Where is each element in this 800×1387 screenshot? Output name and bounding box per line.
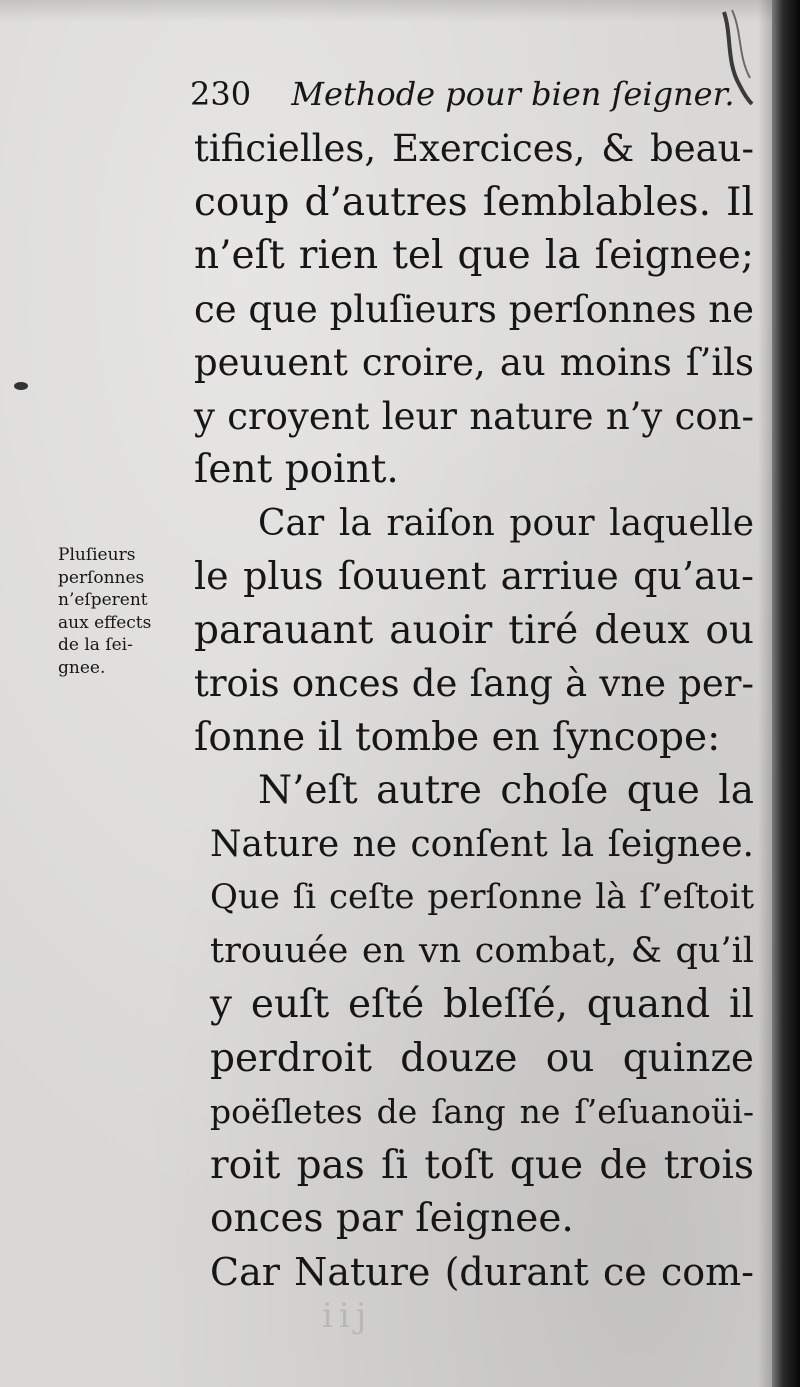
text-line: poëſletes de ſang ne ſ’eſuanoüi- xyxy=(210,1092,754,1131)
page-crease-shadow xyxy=(758,0,772,1387)
page-number: 230 xyxy=(190,75,252,113)
page-top-shadow xyxy=(0,0,800,22)
text-line: peuuent croire, au moins ſ’ils xyxy=(194,341,754,384)
text-line: coup d’autres ſemblables. Il xyxy=(194,179,754,225)
text-line: Que ſi ceſte perſonne là ſ’eſtoit xyxy=(210,877,754,917)
text-line: ſent point. xyxy=(194,447,399,492)
text-line: roit pas ſi toſt que de trois xyxy=(210,1142,754,1188)
margin-note-line: perſonnes xyxy=(58,567,145,588)
margin-note-line: aux effects xyxy=(58,612,152,633)
signature-mark: iij xyxy=(322,1296,373,1336)
body-text xyxy=(194,122,754,1299)
text-line: n’eſt rien tel que la ſeignee; xyxy=(194,233,754,278)
margin-note-line: de la ſei- xyxy=(58,635,133,655)
margin-note xyxy=(58,544,198,679)
text-line: ce que pluſieurs perſonnes ne xyxy=(194,287,754,331)
text-line: trois onces de ſang à vne per- xyxy=(194,662,754,705)
margin-note-line: Pluſieurs xyxy=(58,545,136,565)
margin-note-line: n’eſperent xyxy=(58,590,148,610)
text-line: le plus ſouuent arriue qu’au- xyxy=(194,554,754,598)
running-head xyxy=(190,74,735,114)
running-title: Methode pour bien ſeigner. xyxy=(291,75,735,113)
text-line: perdroit douze ou quinze xyxy=(210,1035,754,1081)
text-line: parauant auoir tiré deux ou xyxy=(194,607,754,653)
margin-note-line: gnee. xyxy=(58,657,106,678)
paragraph-start-line: Car la raiſon pour laquelle xyxy=(258,502,754,544)
ink-spot xyxy=(14,382,28,390)
text-line: ſonne il tombe en ſyncope: xyxy=(194,714,721,760)
text-line: Car Nature (durant ce com- xyxy=(210,1249,754,1294)
text-line: Nature ne conſent la ſeignee. xyxy=(210,823,754,865)
text-line: y euſt eſté bleſſé, quand il xyxy=(210,982,754,1027)
binding-edge xyxy=(772,0,800,1387)
text-line: onces par ſeignee. xyxy=(210,1196,574,1241)
paragraph-start-line: N’eſt autre choſe que la xyxy=(258,768,754,813)
text-line: trouuée en vn combat, & qu’il xyxy=(210,930,754,971)
text-line: tificielles, Exercices, & beau- xyxy=(194,127,754,170)
text-line: y croyent leur nature n’y con- xyxy=(194,394,754,438)
